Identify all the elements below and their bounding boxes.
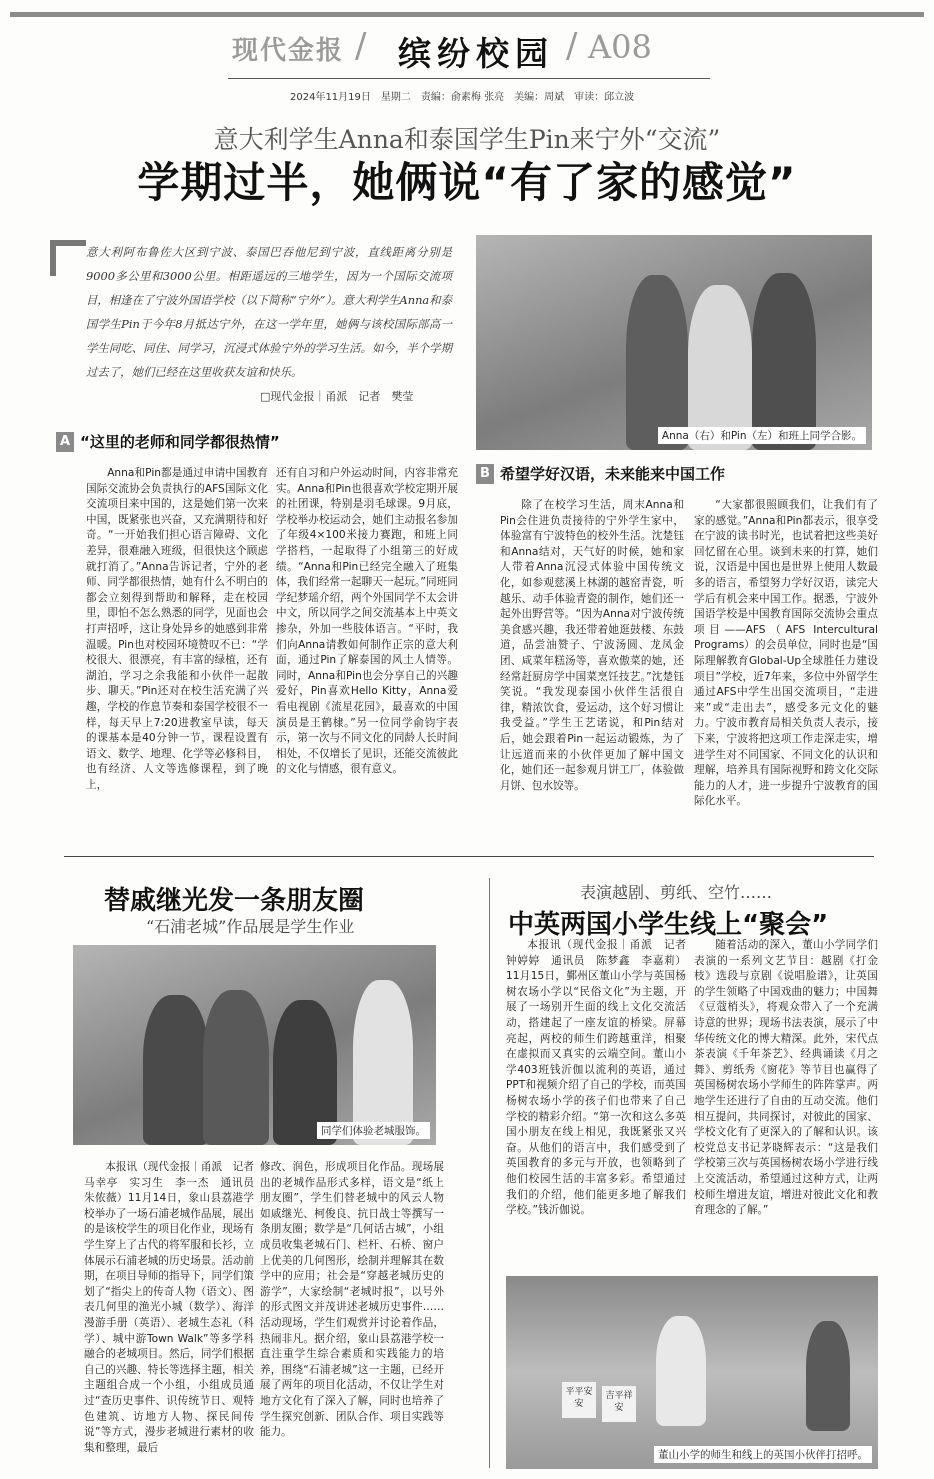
person-figure [143, 995, 209, 1145]
person-figure [353, 980, 413, 1145]
story3-kicker: 表演越剧、剪纸、空竹…… [580, 883, 773, 902]
photo-caption: 董山小学的师生和线上的英国小伙伴打招呼。 [654, 1446, 872, 1463]
section-badge: B [476, 464, 494, 484]
main-kicker: 意大利学生Anna和泰国学生Pin来宁外“交流” [213, 125, 721, 154]
story3-column-1: 本报讯（现代金报｜甬派 记者 钟婷婷 通讯员 陈梦鑫 李嘉莉）11月15日，鄞州区董山小学与英国杨树农场小学以“民俗文化”为主题，开展了一场别开生面的线上文化交流活动，搭建起了一座友谊的桥梁。屏幕亮起，两校的师生们跨越重洋，相聚在虚拟而又真实的云端空间。董山小学403班钱沂伽以流利的英语，通过PPT和视频介绍了自己的学校，而英国杨树农场小学的孩子们也带来了自己学校的精彩介绍。“第一次和这么多英国小朋友在线上相见，我既紧张又兴奋。从他们的语言中，我们感受到了英国教育的多元与开放，也领略到了他们校园生活的丰富多彩。希望通过我们的介绍，他们能更多地了解我们学校。”钱沂伽说。 [506, 939, 686, 1217]
masthead-rule [228, 78, 710, 79]
issue-meta: 2024年11月19日 星期二 责编：俞素梅 张亮 美编：周斌 审读：邱立波 [290, 92, 635, 103]
story3-photo [506, 1276, 878, 1469]
section-a-column-2: 还有自习和户外运动时间，内容非常充实。Anna和Pin也很喜欢学校定期开展的社团课，特别是羽毛球课。9月底，学校举办校运动会，她们主动报名参加了年级4×100米接力赛跑，和班上同学搭档，一起取得了小组第三的好成绩。“Anna和Pin已经完全融入了班集体，我们经常一起聊天一起玩。”同班同学纪梦瑶介绍，两个外国同学不太会讲中文，所以同学之间交流基本上中英文掺杂，外加一些肢体语言。“平时，我们向Anna请教如何制作正宗的意大利面，通过Pin了解泰国的风土人情等。同时，Anna和Pin也会分享自己的兴趣爱好，Pin喜欢Hello Kitty，Anna爱看电视剧《流星花园》，最喜欢的中国演员是王鹤棣。”另一位同学俞钧宇表示，第一次与不同文化的同龄人长时间相处，不仅增长了见识，还能交流彼此的文化与情感，很有意义。 [276, 467, 458, 776]
section-a-column-1: Anna和Pin都是通过申请中国教育国际交流协会负责执行的AFS国际文化交流项目来中国的，这是她们第一次来中国，既紧张也兴奋，又充满期待和好奇。“一开始我们担心语言障碍、文化差异，很难融入班级，但很快这个顾虑就打消了。”Anna告诉记者，宁外的老师、同学都很热情，她有什么不明白的都会立刻得到帮助和解释，走在校园里，即怕不怎么熟悉的同学，见面也会打声招呼，这让身处异乡的她感到非常温暖。Pin也对校园环境赞叹不已：“学校很大、很漂亮，有丰富的绿植，还有湖泊，学习之余我能和小伙伴一起散步、聊天。”Pin还对在校生活充满了兴趣，学校的作息节奏和泰国学校很不一样，每天早上7:20进教室早读，每天的课基本是40分钟一节，课程设置有语文、数学、地理、化学等必修科目，也有经济、人文等选修课程，到了晚上， [86, 467, 268, 791]
page-number: A08 [588, 28, 652, 66]
byline: □现代金报｜甬派 记者 樊莹 [260, 390, 414, 403]
section-b-title: 希望学好汉语，未来能来中国工作 [500, 465, 726, 483]
photo-sign: 吉平祥安 [602, 1386, 636, 1422]
person-figure [688, 285, 752, 450]
section-a-title: “这里的老师和同学都很热情” [80, 433, 280, 451]
section-title: 缤纷校园 [398, 34, 554, 73]
newspaper-brand: 现代金报 [232, 36, 345, 66]
person-figure [752, 273, 816, 450]
section-badge: A [56, 432, 74, 452]
masthead-divider: / [566, 26, 578, 66]
lead-bracket-icon [50, 240, 86, 276]
story2-headline: 替戚继光发一条朋友圈 [104, 886, 365, 916]
main-photo [476, 235, 872, 450]
photo-caption: 同学们体验老城服饰。 [317, 1122, 430, 1139]
story3-column-2: 随着活动的深入，董山小学同学们表演的一系列文艺节目：越剧《打金枝》选段与京剧《说唱脸谱》，让英国的学生领略了中国戏曲的魅力；中国舞《豆蔻梢头》，将观众带入了一个充满诗意的世界；现场书法表演，展示了中华传统文化的博大精深。此外，宋代点茶表演《千年茶艺》、经典诵读《月之舞》、剪纸秀《窗花》等节目也赢得了英国杨树农场小学师生的阵阵掌声。两地学生还进行了自由的互动交流。他们相互提问，共同探讨，对彼此的国家、学校文化有了更深入的了解和认识。该校党总支书记茅晓辉表示：“这是我们学校第三次与英国杨树农场小学进行线上交流活动，希望通过这种方式，让两校师生增进友谊，增进对彼此文化和教育理念的了解。” [694, 939, 878, 1217]
person-figure [656, 1316, 706, 1426]
section-divider [64, 856, 874, 857]
lead-paragraph: 意大利阿布鲁佐大区到宁波、泰国巴吞他尼到宁波，直线距离分别是9000多公里和3000公里。相距遥远的三地学生，因为一个国际交流项目，相逢在了宁波外国语学校（以下简称“宁外”）。意大利学生Anna和泰国学生Pin于今年8月抵达宁外，在这一学年里，她俩与该校国际部高一学生同吃、同住、同学习，沉浸式体验宁外的学习生活。如今，半个学期过去了，她们已经在这里收获友谊和快乐。 [86, 245, 452, 379]
person-figure [626, 275, 688, 450]
story3-headline: 中英两国小学生线上“聚会” [508, 910, 829, 940]
story2-column-2: 修改、润色，形成项目化作品。现场展出的老城作品形式多样，语文是“纸上朋友圈”，学生们替老城中的风云人物如戚继光、柯俊良、抗日战士等撰写一条朋友圈；数学是“几何话古城”，小组成员收集老城石门、栏杆、石桥、窗户上优美的几何图形，绘制并理解其在数学中的应用；社会是“穿越老城历史的游学”，大家绘制“老城时报”，以号外的形式图文并茂讲述老城历史事件……活动现场，学生们观赏并讨论着作品，热闹非凡。据介绍，象山县荔港学校一直注重学生综合素质和实践能力的培养，围绕“石浦老城”这一主题，已经开展了两年的项目化活动，不仅让学生对地方文化有了深入了解，同时也培养了学生探究创新、团队合作、项目实践等能力。 [260, 1161, 444, 1439]
photo-sign: 平平安安 [562, 1382, 596, 1418]
person-figure [203, 990, 269, 1145]
photo-caption: Anna（右）和Pin（左）和班上同学合影。 [658, 427, 866, 444]
story2-kicker: “石浦老城”作品展是学生作业 [146, 917, 355, 936]
masthead-divider: / [355, 26, 367, 66]
person-figure [806, 1321, 850, 1431]
top-border [10, 12, 924, 17]
story2-photo [73, 945, 436, 1145]
section-b-column-2: “大家都很照顾我们，让我们有了家的感觉。”Anna和Pin都表示，很享受在宁波的读书时光，也试着把这些美好回忆留在心里。谈到未来的打算，她们说，汉语是中国也是世界上使用人数最多的语言，希望努力学好汉语，读完大学后有机会来中国工作。据悉，宁波外国语学校是中国教育国际交流协会重点项目——AFS（AFS Intercultural Programs）的会员单位，同时也是“国际理解教育Global-Up全球胜任力建设项目”学校，近7年来，多位中外留学生通过AFS中学生出国交流项目，“走进来”或“走出去”，感受多元文化的魅力。宁波市教育局相关负责人表示，接下来，宁波将把这项工作走深走实，增进学生对不同国家、不同文化的认识和理解，培养具有国际视野和跨文化交际能力的人才，进一步提升宁波教育的国际化水平。 [694, 499, 878, 808]
main-headline: 学期过半，她俩说“有了家的感觉” [137, 158, 797, 207]
story2-column-1: 本报讯（现代金报｜甬派 记者 马幸亭 实习生 李一杰 通讯员 朱侬薇）11月14日，象山县荔港学校举办了一场石浦老城作品展，展出的是该校学生的项目化作业，现场有学生穿上了古代的将军服和长衫，立体展示石浦老城的历史场景。活动前期，在项目导师的指导下，同学们策划了“指尖上的传奇人物（语文）、图表几何里的渔光小城（数学）、海洋漫游手册（英语）、老城生态礼（科学）、城中游Town Walk”等多学科融合的老城项目。然后，同学们根据自己的兴趣、特长等选择主题，相关主题组合成一个小组，小组成员通过“查历史事件、识传统节日、观特色建筑、访地方人物、探民间传说”等方式，漫步老城进行素材的收集和整理，最后 [84, 1161, 254, 1454]
section-b-column-1: 除了在校学习生活，周末Anna和Pin会住进负责接待的宁外学生家中，体验富有宁波特色的校外生活。沈楚钰和Anna结对，天气好的时候，她和家人带着Anna沉浸式体验中国传统文化，如参观慈溪上林湖的越窑青瓷，听越乐、动手体验青瓷的制作，她们还一起外出野营等。“因为Anna对宁波传统美食感兴趣，我还带着她逛鼓楼、东鼓道，品尝油赞子、宁波汤圆、龙凤金团、咸菜年糕汤等，喜欢傲菜的她，还经常赶厨房学中国菜烹饪技艺。”沈楚钰笑说。“我发现泰国小伙伴生活很自律，精浓饮食，爱运动，这个好习惯让我受益。”学生王艺诺说，和Pin结对后，她会跟着Pin一起运动锻炼，为了让远道而来的小伙伴更加了解中国文化，她们还一起参观月饼工厂，体验做月饼、包水饺等。 [500, 499, 684, 792]
column-divider [489, 878, 490, 1468]
